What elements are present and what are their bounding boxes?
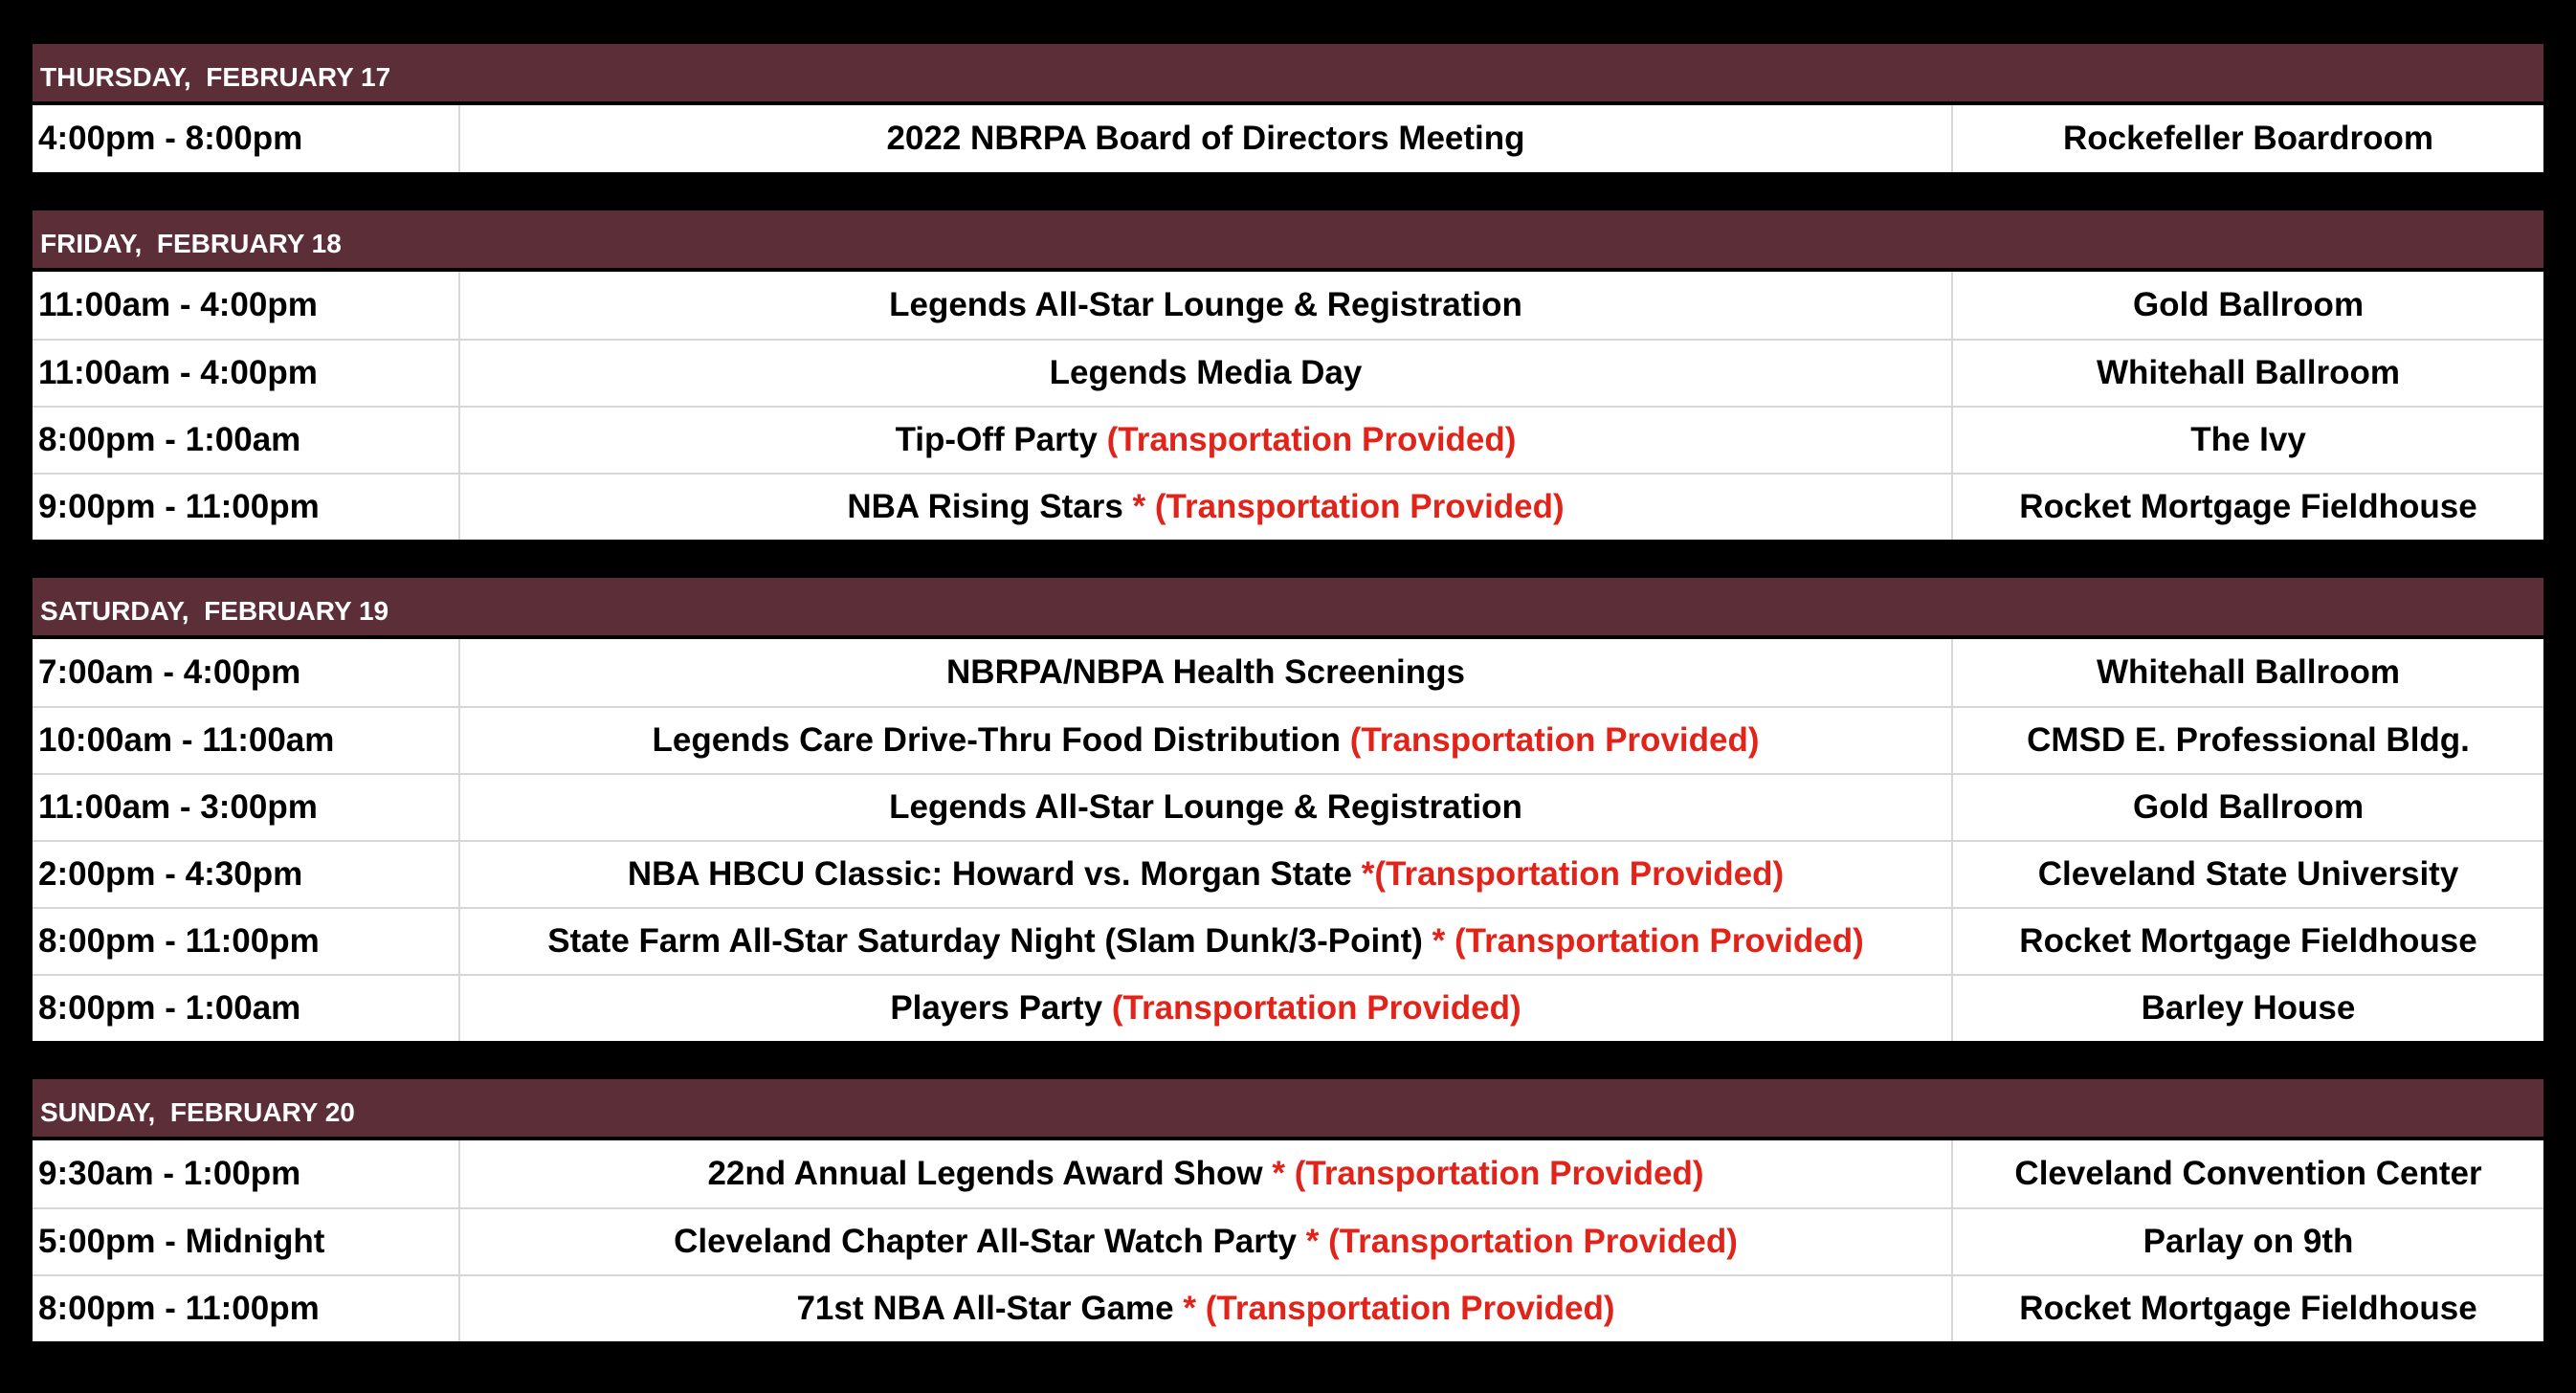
table-row xyxy=(33,907,2543,974)
event-cell xyxy=(460,408,1953,473)
venue-cell: Rocket Mortgage Fieldhouse xyxy=(2019,922,2477,960)
venue-cell: Gold Ballroom xyxy=(2132,788,2365,826)
venue-cell: Rocket Mortgage Fieldhouse xyxy=(2019,1290,2477,1327)
time-cell: 10:00am - 11:00am xyxy=(33,708,460,773)
table-row xyxy=(33,840,2543,907)
time-cell: 11:00am - 4:00pm xyxy=(33,272,460,339)
event-cell xyxy=(460,708,1953,773)
day-block-thursday xyxy=(33,44,2543,172)
event-name: Tip-Off Party xyxy=(895,421,1098,458)
event-cell xyxy=(460,272,1953,339)
event-name: 71st NBA All-Star Game xyxy=(796,1290,1174,1327)
transport-note: (Transportation Provided) xyxy=(1097,421,1517,458)
transport-note: * (Transportation Provided) xyxy=(1297,1223,1738,1260)
event-cell xyxy=(460,1276,1953,1341)
event-cell xyxy=(460,775,1953,840)
time-cell: 8:00pm - 11:00pm xyxy=(33,909,460,974)
time-cell: 11:00am - 4:00pm xyxy=(33,341,460,406)
day-header: SATURDAY, FEBRUARY 19 xyxy=(33,578,2543,639)
event-cell xyxy=(460,1209,1953,1274)
event-name: NBRPA/NBPA Health Screenings xyxy=(946,653,1465,691)
time-cell: 4:00pm - 8:00pm xyxy=(33,105,460,172)
venue-cell: The Ivy xyxy=(2190,421,2306,458)
transport-note: *(Transportation Provided) xyxy=(1352,855,1785,893)
event-name: 22nd Annual Legends Award Show xyxy=(707,1155,1263,1192)
venue-cell: Rocket Mortgage Fieldhouse xyxy=(2019,488,2477,525)
venue-cell: Rockefeller Boardroom xyxy=(2062,120,2434,157)
event-name: State Farm All-Star Saturday Night (Slam Dunk/3-Point) xyxy=(547,922,1423,960)
table-row xyxy=(33,272,2543,339)
event-name: NBA Rising Stars xyxy=(847,488,1123,525)
time-cell: 11:00am - 3:00pm xyxy=(33,775,460,840)
transport-note: * (Transportation Provided) xyxy=(1173,1290,1615,1327)
transport-note: * (Transportation Provided) xyxy=(1122,488,1565,525)
transport-note: (Transportation Provided) xyxy=(1102,989,1521,1027)
event-name: Legends All-Star Lounge & Registration xyxy=(889,788,1522,826)
time-cell: 8:00pm - 11:00pm xyxy=(33,1276,460,1341)
table-row xyxy=(33,105,2543,172)
table-row xyxy=(33,1140,2543,1207)
table-row xyxy=(33,639,2543,706)
event-cell xyxy=(460,341,1953,406)
event-name: Legends Care Drive-Thru Food Distribution xyxy=(652,721,1341,759)
transport-note: * (Transportation Provided) xyxy=(1422,922,1864,960)
event-cell xyxy=(460,842,1953,907)
event-name: Legends All-Star Lounge & Registration xyxy=(889,286,1522,323)
transport-note: (Transportation Provided) xyxy=(1340,721,1760,759)
day-header: FRIDAY, FEBRUARY 18 xyxy=(33,210,2543,272)
table-row xyxy=(33,773,2543,840)
event-cell xyxy=(460,1140,1953,1207)
event-name: Players Party xyxy=(890,989,1103,1027)
day-header: THURSDAY, FEBRUARY 17 xyxy=(33,44,2543,105)
table-row xyxy=(33,706,2543,773)
time-cell: 9:30am - 1:00pm xyxy=(33,1140,460,1207)
venue-cell: Cleveland Convention Center xyxy=(2014,1155,2482,1192)
time-cell: 5:00pm - Midnight xyxy=(33,1209,460,1274)
venue-cell: Cleveland State University xyxy=(2037,855,2459,893)
time-cell: 8:00pm - 1:00am xyxy=(33,976,460,1041)
table-row xyxy=(33,974,2543,1041)
day-block-saturday xyxy=(33,578,2543,1041)
day-block-sunday xyxy=(33,1079,2543,1341)
event-cell xyxy=(460,475,1953,540)
table-row xyxy=(33,473,2543,540)
venue-cell: Whitehall Ballroom xyxy=(2097,653,2400,691)
venue-cell: Parlay on 9th xyxy=(2143,1223,2354,1260)
venue-cell: Gold Ballroom xyxy=(2132,286,2365,323)
transport-note: * (Transportation Provided) xyxy=(1262,1155,1704,1192)
time-cell: 9:00pm - 11:00pm xyxy=(33,475,460,540)
table-row xyxy=(33,1207,2543,1274)
venue-cell: CMSD E. Professional Bldg. xyxy=(2027,721,2470,759)
event-cell xyxy=(460,105,1953,172)
time-cell: 8:00pm - 1:00am xyxy=(33,408,460,473)
event-cell xyxy=(460,639,1953,706)
schedule-table xyxy=(33,44,2543,1341)
event-name: 2022 NBRPA Board of Directors Meeting xyxy=(886,120,1525,157)
day-block-friday xyxy=(33,210,2543,540)
time-cell: 2:00pm - 4:30pm xyxy=(33,842,460,907)
event-cell xyxy=(460,976,1953,1041)
table-row xyxy=(33,1274,2543,1341)
event-name: Cleveland Chapter All-Star Watch Party xyxy=(674,1223,1297,1260)
table-row xyxy=(33,339,2543,406)
venue-cell: Barley House xyxy=(2141,989,2356,1027)
day-header: SUNDAY, FEBRUARY 20 xyxy=(33,1079,2543,1140)
table-row xyxy=(33,406,2543,473)
event-name: NBA HBCU Classic: Howard vs. Morgan State xyxy=(627,855,1353,893)
venue-cell: Whitehall Ballroom xyxy=(2097,354,2400,391)
event-cell xyxy=(460,909,1953,974)
time-cell: 7:00am - 4:00pm xyxy=(33,639,460,706)
event-name: Legends Media Day xyxy=(1049,354,1363,391)
